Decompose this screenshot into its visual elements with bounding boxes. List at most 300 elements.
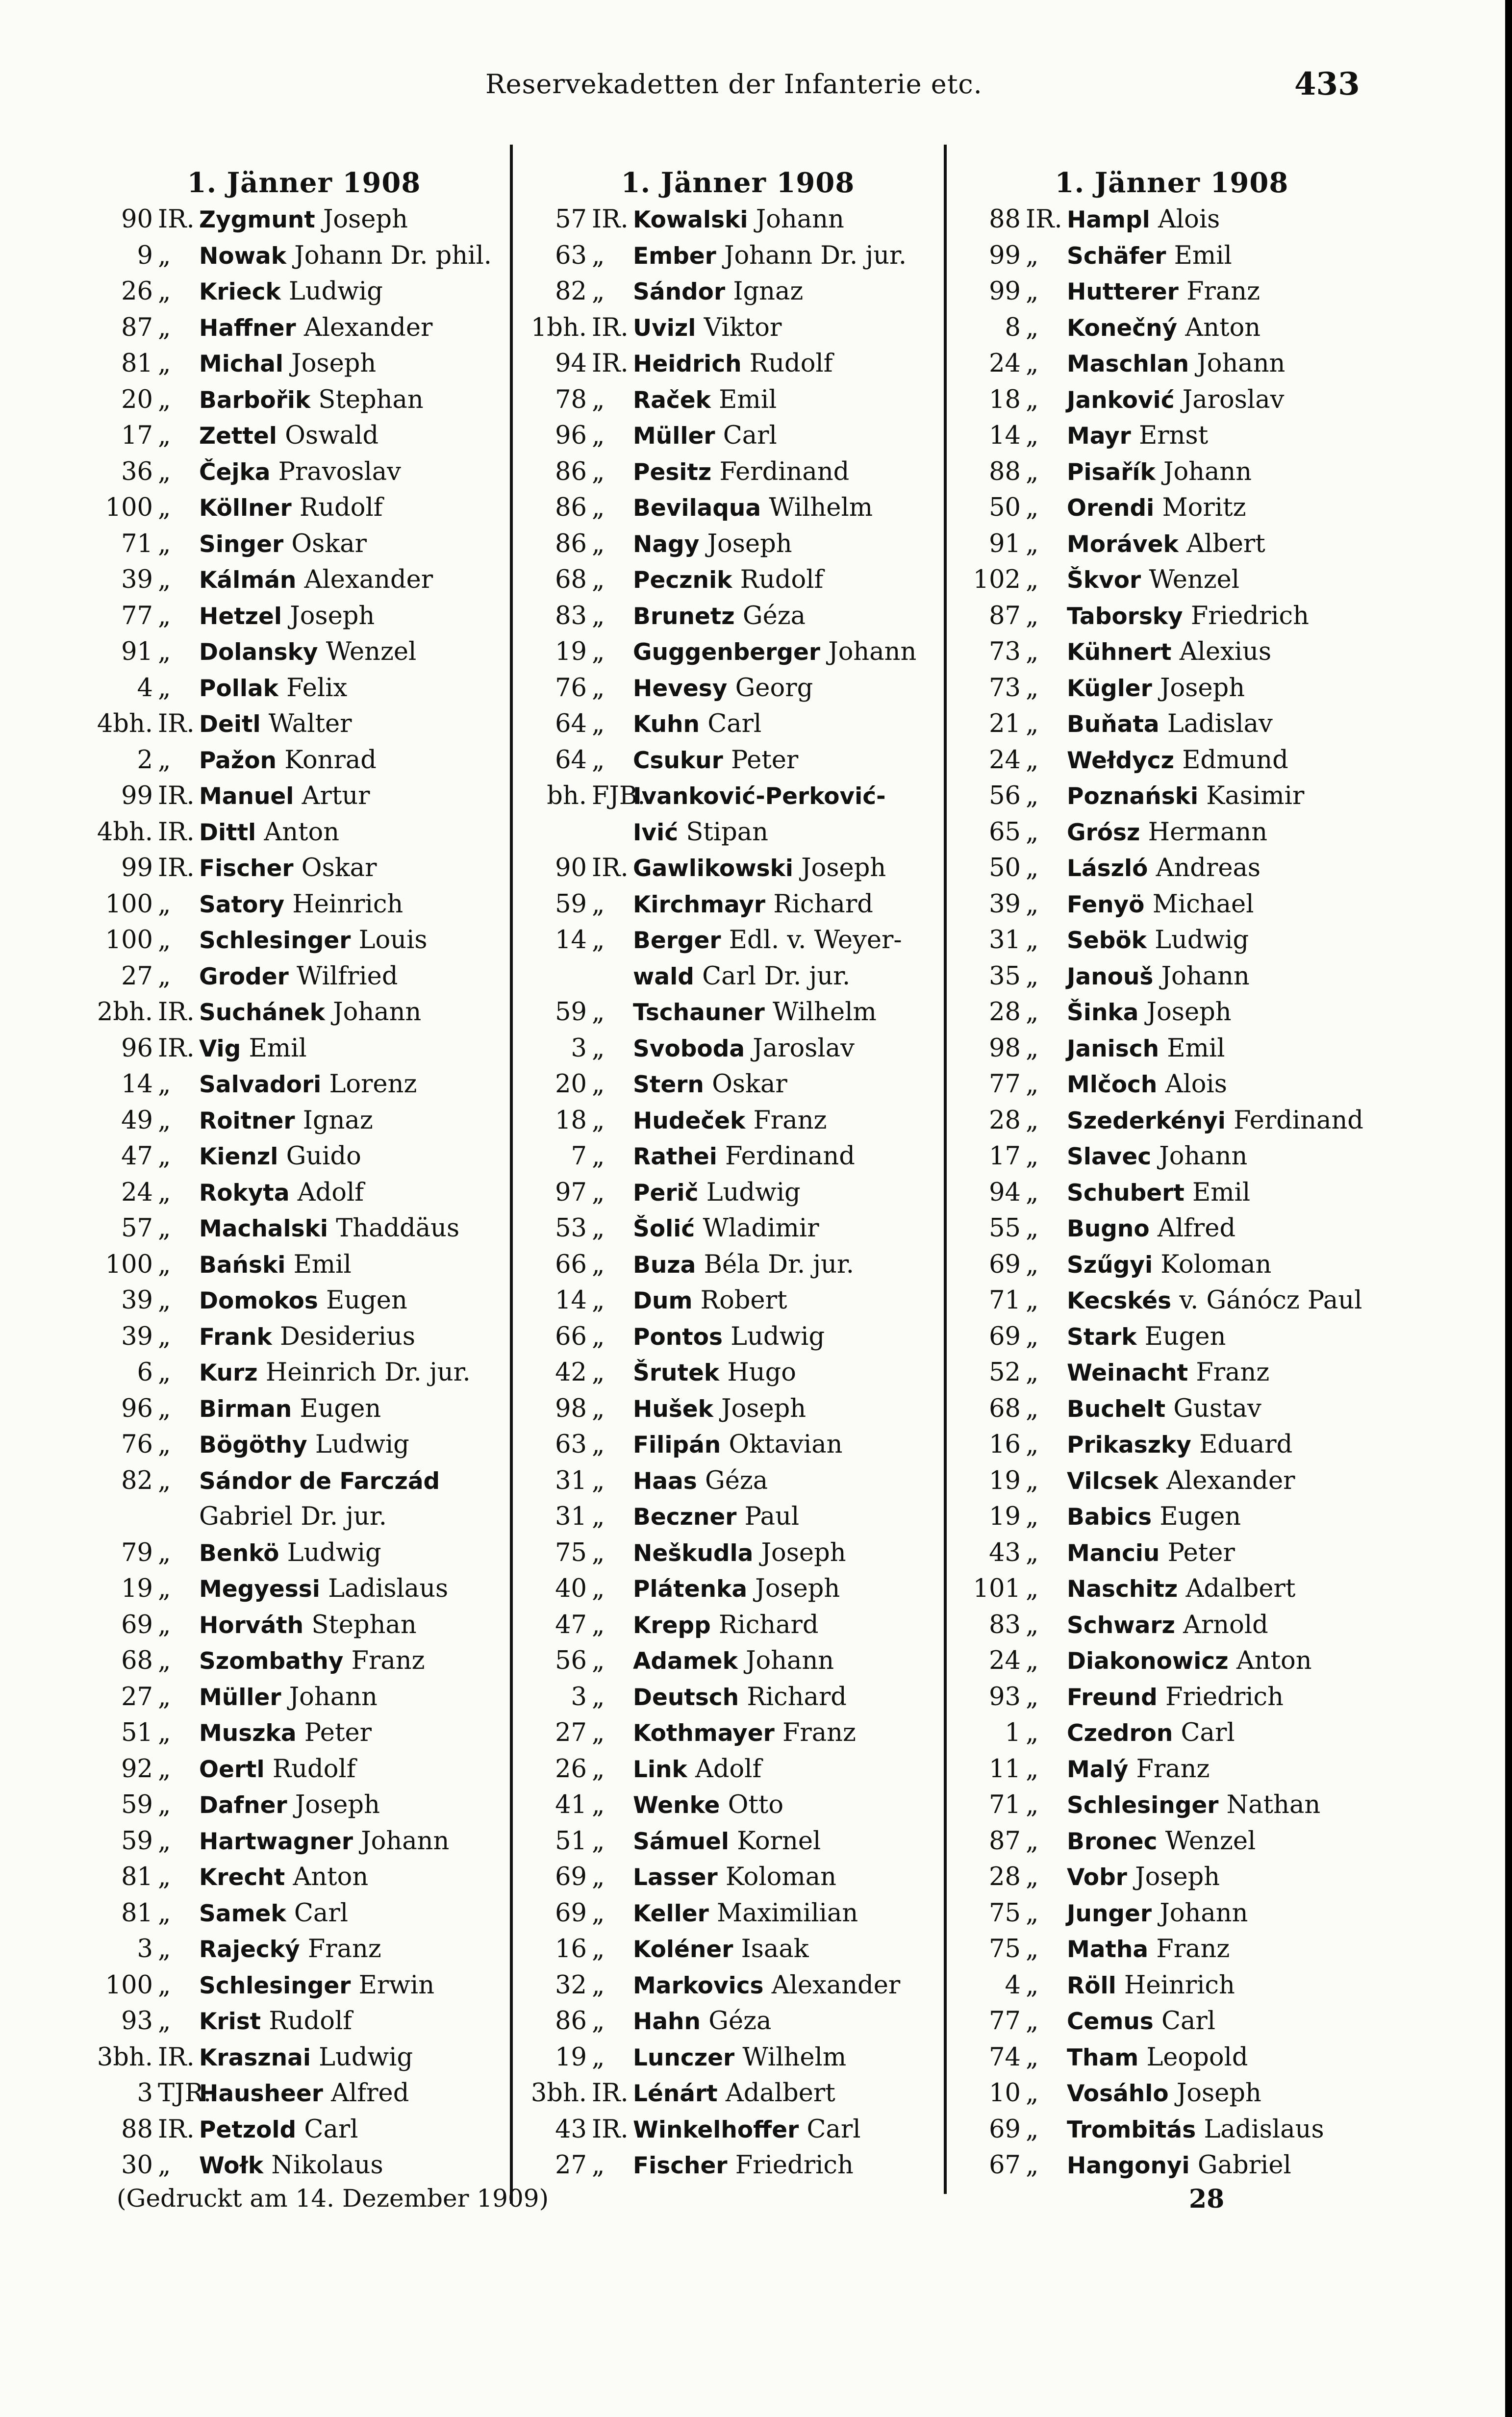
page-number: 433 xyxy=(1294,66,1360,102)
regiment-type: „ xyxy=(592,241,605,270)
regiment-type: „ xyxy=(1026,565,1039,594)
roster-entry xyxy=(507,922,939,958)
regiment-type: „ xyxy=(1026,1574,1039,1603)
regiment-number: 75 xyxy=(989,1898,1021,1928)
given-name: Carl xyxy=(806,2115,861,2144)
roster-entry xyxy=(74,201,505,238)
regiment-type: „ xyxy=(1026,1394,1039,1423)
roster-entry xyxy=(941,2075,1373,2112)
regiment-type: „ xyxy=(592,421,605,450)
regiment-type: „ xyxy=(158,1142,171,1171)
roster-entry xyxy=(941,562,1373,598)
roster-entry xyxy=(507,1679,939,1715)
roster-entry xyxy=(941,814,1373,851)
surname: Schwarz xyxy=(1067,1611,1175,1639)
regiment-number: 86 xyxy=(555,493,587,522)
given-name: Anton xyxy=(264,817,340,847)
regiment-number: 20 xyxy=(121,385,153,414)
regiment-type: IR. xyxy=(158,2115,195,2144)
surname: Plátenka xyxy=(633,1576,748,1603)
surname: Sándor xyxy=(633,278,726,305)
given-name: Louis xyxy=(358,926,428,955)
roster-entry xyxy=(941,958,1373,995)
roster-entry xyxy=(507,1571,939,1607)
given-name: Anton xyxy=(293,1863,369,1891)
regiment-type: „ xyxy=(158,1826,171,1856)
regiment-number: 87 xyxy=(121,313,153,342)
regiment-type: „ xyxy=(1026,1754,1039,1784)
regiment-type: „ xyxy=(158,1214,171,1243)
given-name: Johann xyxy=(746,1646,834,1675)
roster-entry xyxy=(74,598,505,634)
roster-entry xyxy=(507,346,939,382)
surname: Haffner xyxy=(199,314,296,342)
given-name: Johann xyxy=(1197,349,1285,378)
regiment-number: 68 xyxy=(989,1394,1021,1423)
regiment-number: 57 xyxy=(121,1214,153,1243)
regiment-number: 99 xyxy=(121,854,153,882)
regiment-number: 93 xyxy=(121,2007,153,2036)
surname: Rokyta xyxy=(199,1179,290,1207)
regiment-type: IR. xyxy=(158,1033,195,1063)
regiment-number: 27 xyxy=(555,2151,587,2180)
given-name: Ignaz xyxy=(302,1106,373,1135)
regiment-number: 28 xyxy=(989,998,1021,1027)
roster-entry xyxy=(941,1066,1373,1103)
given-name: Edl. v. Weyer- xyxy=(729,926,902,955)
regiment-type: „ xyxy=(1026,926,1039,955)
roster-entry xyxy=(941,850,1373,886)
roster-entry xyxy=(507,1607,939,1643)
regiment-number: 27 xyxy=(121,961,153,991)
roster-entry xyxy=(941,598,1373,634)
regiment-number: 57 xyxy=(555,205,587,234)
surname: Domokos xyxy=(199,1287,318,1314)
given-name: Richard xyxy=(718,1610,819,1639)
roster-entry xyxy=(507,1931,939,1967)
surname: Bugno xyxy=(1067,1215,1150,1242)
regiment-number: 77 xyxy=(989,2007,1021,2036)
given-name: Joseph xyxy=(755,1574,840,1603)
roster-entry xyxy=(507,1247,939,1283)
regiment-number: 47 xyxy=(121,1142,153,1171)
regiment-number: 91 xyxy=(121,637,153,666)
regiment-type: IR. xyxy=(158,709,195,738)
surname: Grósz xyxy=(1067,819,1140,846)
regiment-type: „ xyxy=(1026,1322,1039,1351)
surname: Tschauner xyxy=(633,999,765,1026)
given-name: Johann xyxy=(1159,1142,1248,1171)
regiment-number: 26 xyxy=(555,1754,587,1784)
roster-entry xyxy=(74,1463,505,1499)
roster-entry xyxy=(507,1319,939,1355)
surname: Babics xyxy=(1067,1504,1152,1531)
roster-entry xyxy=(74,1210,505,1247)
roster-entry xyxy=(74,778,505,814)
surname: Hahn xyxy=(633,2008,701,2035)
regiment-type: „ xyxy=(592,529,605,558)
regiment-number: 59 xyxy=(555,889,587,919)
regiment-number: 17 xyxy=(989,1142,1021,1171)
given-name: Eduard xyxy=(1199,1430,1293,1459)
regiment-type: „ xyxy=(1026,1826,1039,1856)
regiment-number: 96 xyxy=(121,1033,153,1063)
regiment-number: 47 xyxy=(555,1610,587,1639)
regiment-number: 88 xyxy=(989,205,1021,234)
regiment-type: „ xyxy=(158,1790,171,1819)
regiment-type: „ xyxy=(592,385,605,414)
regiment-number: 101 xyxy=(973,1574,1021,1603)
given-name: Walter xyxy=(268,709,352,738)
regiment-type: „ xyxy=(592,1178,605,1207)
regiment-type: „ xyxy=(158,2007,171,2036)
regiment-type: „ xyxy=(592,1502,605,1531)
regiment-number: 86 xyxy=(555,457,587,486)
roster-entry xyxy=(74,1679,505,1715)
regiment-number: 82 xyxy=(121,1466,153,1495)
regiment-type: „ xyxy=(592,1286,605,1315)
given-name: Alexander xyxy=(304,565,433,594)
given-name: Oswald xyxy=(285,421,379,450)
regiment-number: 65 xyxy=(989,817,1021,847)
given-name: Joseph xyxy=(761,1538,846,1567)
surname: Zettel xyxy=(199,423,277,450)
regiment-number: 1 xyxy=(1005,1718,1021,1747)
surname: Guggenberger xyxy=(633,639,821,666)
roster-entry xyxy=(941,922,1373,958)
given-name: Wenzel xyxy=(326,637,417,666)
surname: Cemus xyxy=(1067,2008,1154,2035)
surname: Samek xyxy=(199,1900,286,1927)
surname: Pesitz xyxy=(633,458,712,486)
roster-entry xyxy=(74,418,505,454)
given-name: Johann xyxy=(828,637,917,666)
regiment-number: 99 xyxy=(989,241,1021,270)
roster-entry xyxy=(941,1103,1373,1139)
roster-entry xyxy=(74,1895,505,1932)
surname: Krasznai xyxy=(199,2044,311,2071)
regiment-type: „ xyxy=(1026,349,1039,378)
surname: Schäfer xyxy=(1067,242,1166,270)
given-name: Johann xyxy=(361,1826,450,1856)
surname: Stark xyxy=(1067,1323,1137,1351)
given-name: Eugen xyxy=(326,1286,407,1315)
given-name: Alexander xyxy=(1166,1466,1295,1495)
regiment-number: 69 xyxy=(989,2115,1021,2144)
roster-entry xyxy=(507,382,939,418)
regiment-type: „ xyxy=(1026,1538,1039,1567)
regiment-type: „ xyxy=(158,565,171,594)
regiment-type: IR. xyxy=(592,854,629,882)
given-name: Lorenz xyxy=(329,1070,417,1099)
roster-entry xyxy=(74,238,505,274)
roster-entry xyxy=(74,1031,505,1067)
regiment-type: IR. xyxy=(592,205,629,234)
regiment-type: „ xyxy=(1026,998,1039,1027)
roster-entry xyxy=(74,1535,505,1571)
given-name: Maximilian xyxy=(716,1898,858,1928)
surname: Janković xyxy=(1067,386,1175,414)
regiment-number: 3 xyxy=(571,1682,587,1712)
roster-entry xyxy=(507,1210,939,1247)
surname: Nowak xyxy=(199,242,287,270)
roster-entry xyxy=(941,1175,1373,1211)
surname: Čejka xyxy=(199,458,271,486)
roster-entry xyxy=(507,201,939,238)
regiment-type: „ xyxy=(592,1322,605,1351)
roster-entry xyxy=(74,1751,505,1788)
given-name: Kornel xyxy=(737,1826,821,1856)
roster-entry xyxy=(507,1066,939,1103)
surname: Bögöthy xyxy=(199,1432,307,1459)
roster-entry xyxy=(941,310,1373,346)
roster-entry xyxy=(507,1463,939,1499)
given-name: Heinrich xyxy=(292,889,403,919)
surname: Matha xyxy=(1067,1936,1149,1963)
given-name: Joseph xyxy=(801,854,886,882)
given-name: Franz xyxy=(307,1935,381,1964)
roster-entry xyxy=(507,634,939,670)
surname: Machalski xyxy=(199,1215,328,1242)
given-name: Joseph xyxy=(295,1790,380,1819)
given-name: Jaroslav xyxy=(753,1033,855,1063)
roster-entry xyxy=(941,886,1373,923)
given-name: Alois xyxy=(1158,205,1220,234)
roster-entry xyxy=(74,2003,505,2039)
regiment-type: „ xyxy=(592,1214,605,1243)
given-name: Friedrich xyxy=(1165,1682,1284,1712)
surname: Köllner xyxy=(199,495,292,522)
surname: Tham xyxy=(1067,2044,1139,2071)
surname: Naschitz xyxy=(1067,1576,1178,1603)
given-name: Stipan xyxy=(686,817,768,847)
given-name: Friedrich xyxy=(1190,601,1309,630)
scan-edge xyxy=(1505,0,1512,2417)
surname: Berger xyxy=(633,927,721,954)
given-name: Kasimir xyxy=(1206,781,1305,810)
regiment-number: 39 xyxy=(989,889,1021,919)
regiment-number: 68 xyxy=(555,565,587,594)
regiment-number: 67 xyxy=(989,2151,1021,2180)
surname: Markovics xyxy=(633,1972,764,1999)
regiment-number: 81 xyxy=(121,1898,153,1928)
roster-entry xyxy=(74,562,505,598)
regiment-number: 87 xyxy=(989,1826,1021,1856)
roster-entry xyxy=(74,454,505,490)
regiment-number: 76 xyxy=(121,1430,153,1459)
regiment-type: „ xyxy=(158,1250,171,1279)
surname: Slavec xyxy=(1067,1143,1152,1170)
regiment-type: IR. xyxy=(158,854,195,882)
regiment-type: „ xyxy=(592,277,605,306)
regiment-type: „ xyxy=(592,1106,605,1135)
surname: László xyxy=(1067,855,1148,882)
surname: Sebök xyxy=(1067,927,1147,954)
roster-entry xyxy=(74,958,505,995)
entry-list xyxy=(74,201,505,2184)
surname: Mlčoch xyxy=(1067,1071,1158,1098)
regiment-type: „ xyxy=(1026,241,1039,270)
surname: Kurz xyxy=(199,1360,258,1386)
regiment-number: 59 xyxy=(555,998,587,1027)
roster-entry xyxy=(507,2075,939,2112)
surname: Haas xyxy=(633,1467,697,1495)
roster-entry xyxy=(74,1859,505,1895)
regiment-number: 4 xyxy=(1005,1970,1021,2000)
roster-entry xyxy=(507,1643,939,1679)
surname: Krepp xyxy=(633,1611,711,1639)
surname: Bronec xyxy=(1067,1828,1158,1855)
regiment-number: 76 xyxy=(555,673,587,703)
regiment-number: 59 xyxy=(121,1826,153,1856)
given-name: Oskar xyxy=(291,529,367,558)
regiment-type: „ xyxy=(592,1430,605,1459)
regiment-number: 59 xyxy=(121,1790,153,1819)
regiment-type: „ xyxy=(158,1286,171,1315)
roster-entry xyxy=(507,2039,939,2076)
roster-entry xyxy=(941,274,1373,310)
regiment-type: „ xyxy=(1026,1178,1039,1207)
regiment-number: 3bh. xyxy=(97,2042,153,2072)
given-name: Hugo xyxy=(727,1358,796,1387)
surname: Konečný xyxy=(1067,314,1178,342)
roster-entry xyxy=(74,1787,505,1823)
surname: Müller xyxy=(199,1684,281,1711)
regiment-type: „ xyxy=(1026,1106,1039,1135)
given-name: Wilhelm xyxy=(773,998,877,1027)
regiment-number: 50 xyxy=(989,854,1021,882)
roster-entry xyxy=(941,346,1373,382)
roster-entry xyxy=(74,2147,505,2184)
surname: Groder xyxy=(199,963,289,990)
regiment-number: 28 xyxy=(989,1863,1021,1891)
regiment-number: 53 xyxy=(555,1214,587,1243)
roster-entry xyxy=(941,994,1373,1031)
roster-entry xyxy=(74,994,505,1031)
regiment-type: „ xyxy=(592,1466,605,1495)
given-name: Gabriel Dr. jur. xyxy=(199,1502,387,1531)
roster-entry xyxy=(507,1715,939,1751)
regiment-number: 6 xyxy=(137,1358,153,1387)
regiment-number: 30 xyxy=(121,2151,153,2180)
roster-entry xyxy=(507,310,939,346)
given-name: Adalbert xyxy=(1185,1574,1296,1603)
regiment-type: „ xyxy=(592,2151,605,2180)
surname: Deutsch xyxy=(633,1684,739,1711)
regiment-number: 19 xyxy=(989,1502,1021,1531)
given-name: Carl xyxy=(294,1898,349,1928)
surname: Satory xyxy=(199,891,285,918)
surname: Kothmayer xyxy=(633,1720,775,1747)
given-name: Franz xyxy=(1186,277,1260,306)
given-name: Nikolaus xyxy=(271,2151,383,2180)
surname: Dolansky xyxy=(199,639,318,666)
roster-entry xyxy=(507,1103,939,1139)
regiment-type: „ xyxy=(592,601,605,630)
regiment-type: „ xyxy=(592,1718,605,1747)
roster-entry xyxy=(507,1499,939,1535)
regiment-number: 79 xyxy=(121,1538,153,1567)
surname: Röll xyxy=(1067,1972,1116,1999)
surname: Orendi xyxy=(1067,495,1155,522)
regiment-number: 90 xyxy=(555,854,587,882)
regiment-type: „ xyxy=(1026,1970,1039,2000)
surname: Vilcsek xyxy=(1067,1467,1159,1495)
regiment-type: „ xyxy=(1026,781,1039,810)
given-name: Friedrich xyxy=(735,2151,854,2180)
roster-entry xyxy=(507,814,939,851)
regiment-type: „ xyxy=(1026,1250,1039,1279)
roster-column-1 xyxy=(74,164,505,2184)
regiment-type: „ xyxy=(592,1142,605,1171)
roster-entry xyxy=(507,238,939,274)
regiment-number: 2 xyxy=(137,745,153,775)
roster-entry xyxy=(74,526,505,562)
roster-entry xyxy=(74,1499,505,1535)
given-name: Viktor xyxy=(704,313,782,342)
roster-entry xyxy=(74,490,505,526)
regiment-number: 7 xyxy=(571,1142,587,1171)
given-name: Eugen xyxy=(1144,1322,1226,1351)
regiment-type: „ xyxy=(1026,2079,1039,2108)
regiment-number: 24 xyxy=(121,1178,153,1207)
regiment-type: IR. xyxy=(592,349,629,378)
regiment-number: 39 xyxy=(121,1322,153,1351)
given-name: Emil xyxy=(1167,1033,1225,1063)
surname: Fischer xyxy=(633,2152,728,2179)
surname: Horváth xyxy=(199,1611,304,1639)
regiment-number: 96 xyxy=(121,1394,153,1423)
regiment-number: 73 xyxy=(989,637,1021,666)
regiment-type: „ xyxy=(158,1754,171,1784)
roster-entry xyxy=(74,1283,505,1319)
surname: Šrutek xyxy=(633,1360,720,1386)
given-name: Joseph xyxy=(1135,1863,1220,1891)
surname: Raček xyxy=(633,386,711,414)
roster-entry xyxy=(74,1319,505,1355)
given-name: Adalbert xyxy=(725,2079,835,2108)
regiment-number: 98 xyxy=(989,1033,1021,1063)
roster-entry xyxy=(941,1535,1373,1571)
surname: Junger xyxy=(1067,1900,1152,1927)
regiment-type: „ xyxy=(158,1682,171,1712)
roster-entry xyxy=(74,2039,505,2076)
given-name: Ludwig xyxy=(288,277,383,306)
given-name: Stephan xyxy=(318,385,424,414)
given-name: Peter xyxy=(304,1718,372,1747)
surname: Suchánek xyxy=(199,999,325,1026)
surname: Schlesinger xyxy=(1067,1792,1219,1819)
regiment-type: „ xyxy=(592,1826,605,1856)
surname: Wenke xyxy=(633,1792,720,1819)
given-name: Joseph xyxy=(291,349,377,378)
surname: Müller xyxy=(633,423,715,450)
given-name: v. Gánócz Paul xyxy=(1179,1286,1362,1315)
roster-column-3 xyxy=(941,164,1373,2184)
given-name: Stephan xyxy=(311,1610,417,1639)
regiment-type: „ xyxy=(592,565,605,594)
regiment-type: „ xyxy=(1026,529,1039,558)
entry-list xyxy=(507,201,939,2184)
regiment-type: IR. xyxy=(158,998,195,1027)
given-name: Emil xyxy=(293,1250,352,1279)
roster-entry xyxy=(941,2039,1373,2076)
surname: Poznański xyxy=(1067,783,1199,810)
roster-entry xyxy=(507,742,939,779)
surname: Janouš xyxy=(1067,963,1154,990)
given-name: Emil xyxy=(1192,1178,1251,1207)
roster-entry xyxy=(941,1931,1373,1967)
